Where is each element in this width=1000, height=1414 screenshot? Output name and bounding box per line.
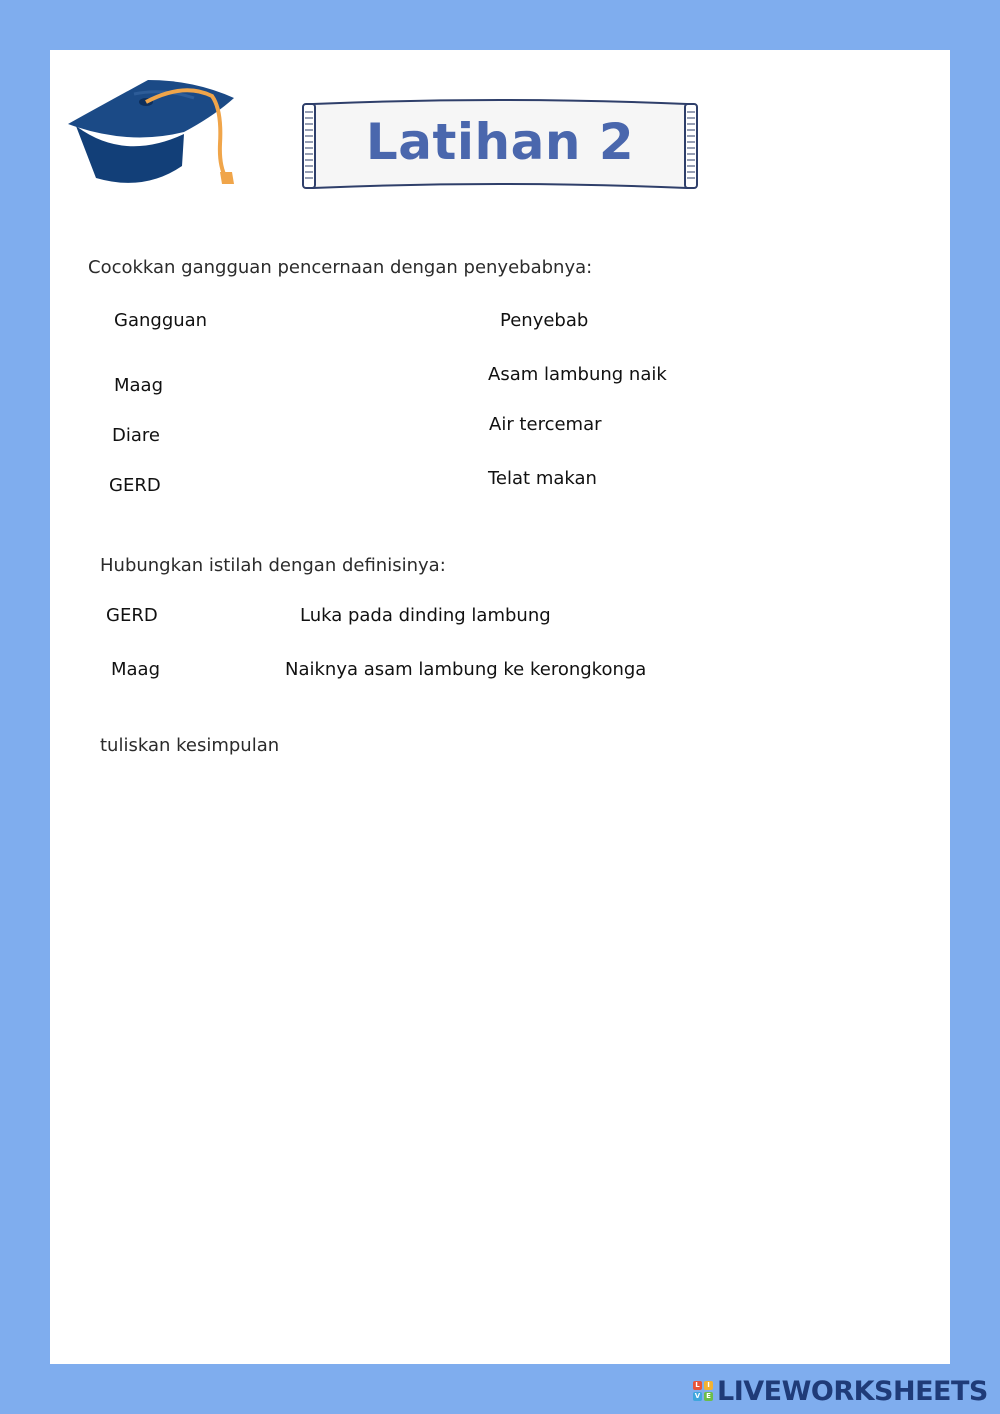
- section1-instruction: Cocokkan gangguan pencernaan dengan penyebabnya:: [88, 257, 593, 278]
- page-title: Latihan 2: [365, 113, 635, 171]
- column-header-penyebab: Penyebab: [500, 310, 589, 331]
- section3-instruction: tuliskan kesimpulan: [100, 735, 280, 756]
- graduation-cap-icon: [64, 74, 242, 190]
- match-definition-item[interactable]: Naiknya asam lambung ke kerongkonga: [285, 659, 647, 680]
- section2-instruction: Hubungkan istilah dengan definisinya:: [100, 555, 446, 576]
- match-right-item[interactable]: Air tercemar: [489, 414, 602, 435]
- match-definition-item[interactable]: Luka pada dinding lambung: [300, 605, 551, 626]
- match-left-item[interactable]: Maag: [114, 375, 164, 396]
- column-header-gangguan: Gangguan: [114, 310, 208, 331]
- liveworksheets-logo: [693, 1376, 988, 1406]
- match-term-item[interactable]: Maag: [111, 659, 161, 680]
- logo-text: LIVEWORKSHEETS: [717, 1375, 988, 1407]
- logo-icon: L I V E: [693, 1381, 713, 1401]
- match-term-item[interactable]: GERD: [106, 605, 158, 626]
- worksheet-page: [50, 50, 950, 1364]
- match-right-item[interactable]: Asam lambung naik: [488, 364, 667, 385]
- match-left-item[interactable]: GERD: [109, 475, 161, 496]
- match-right-item[interactable]: Telat makan: [488, 468, 597, 489]
- match-left-item[interactable]: Diare: [112, 425, 160, 446]
